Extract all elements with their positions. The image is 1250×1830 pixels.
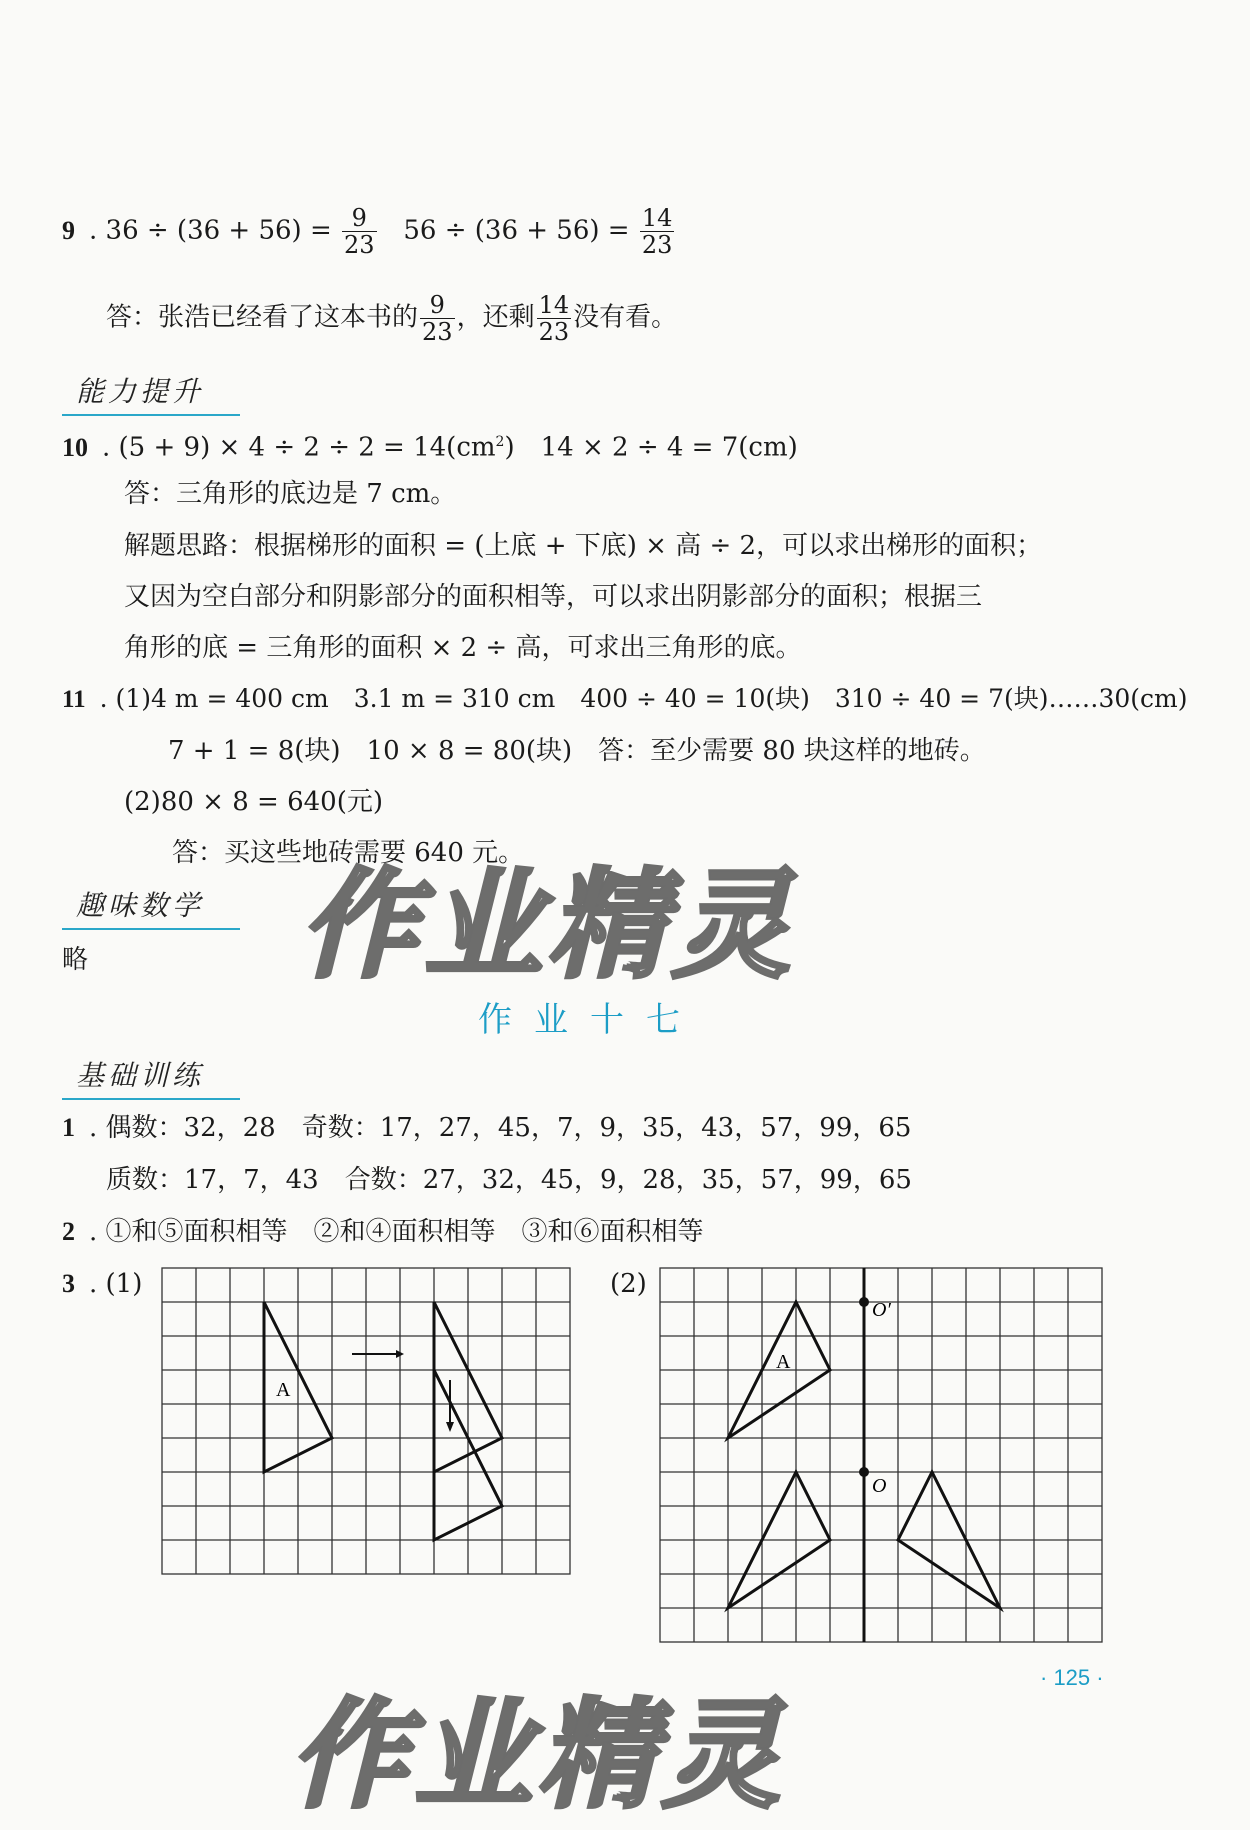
- q9-number: 9: [62, 215, 75, 245]
- label-A: A: [776, 1351, 791, 1373]
- q10-number: 10: [62, 432, 88, 462]
- q1-line2: 质数：17，7，43 合数：27，32，45，9，28，35，57，99，65: [106, 1165, 912, 1195]
- q1-line1: 1 . 偶数：32，28 奇数：17，27，45，7，9，35，43，57，99，65: [62, 1113, 912, 1143]
- label-O: O: [872, 1475, 887, 1497]
- translation-grid: [160, 1266, 580, 1586]
- section-heading-ability: 能力提升: [62, 370, 240, 416]
- q3-header: 3 . (1): [62, 1269, 143, 1299]
- label-O-prime: O′: [872, 1299, 891, 1321]
- watermark: 作业精灵: [300, 856, 797, 994]
- fraction: $\frac{9}{23}$: [344, 204, 375, 259]
- q11-number: 11: [62, 686, 86, 713]
- q3-number: 3: [62, 1269, 75, 1298]
- fraction: $\frac{9}{23}$: [422, 291, 453, 346]
- q1-number: 1: [62, 1113, 75, 1142]
- q11-line2: 7 + 1 = 8(块) 10 × 8 = 80(块) 答：至少需要 80 块这样的地砖。: [168, 736, 986, 766]
- assignment-title: 作业十七: [478, 1000, 702, 1040]
- q9-expr2: 56 ÷ (36 + 56) =: [403, 215, 630, 246]
- fraction: $\frac{14}{23}$: [641, 204, 673, 259]
- watermark: 作业精灵: [290, 1686, 787, 1824]
- rotation-grid: [658, 1266, 1118, 1656]
- section-heading-basic: 基础训练: [62, 1054, 240, 1100]
- point-O: [859, 1467, 869, 1477]
- q2-number: 2: [62, 1217, 75, 1246]
- q10-answer: 答：三角形的底边是 7 cm。: [124, 479, 457, 509]
- point-O-prime: [859, 1297, 869, 1307]
- q2-line: 2 . ①和⑤面积相等 ②和④面积相等 ③和⑥面积相等: [62, 1217, 704, 1247]
- q10-hint-line2: 又因为空白部分和阴影部分的面积相等，可以求出阴影部分的面积；根据三: [124, 582, 983, 612]
- q9-expression: 9 . 36 ÷ (36 + 56) = $\frac{9}{23}$ 56 ÷ (36 + 56) = $\frac{14}{23}$: [62, 204, 673, 259]
- q9-answer: 答：张浩已经看了这本书的 $\frac{9}{23}$ ，还剩 $\frac{14}{23}$ 没有看。: [106, 291, 678, 346]
- grid-lines: [660, 1268, 1102, 1642]
- q3-part2-label: (2): [610, 1269, 647, 1299]
- label-A: A: [276, 1379, 291, 1401]
- page-number: · 125 ·: [1040, 1665, 1104, 1690]
- q10-hint-line1: 解题思路：根据梯形的面积 = (上底 + 下底) × 高 ÷ 2，可以求出梯形的面积；: [124, 531, 1043, 561]
- fraction: $\frac{14}{23}$: [538, 291, 570, 346]
- section-heading-fun: 趣味数学: [62, 884, 240, 930]
- arrow-right-icon: [352, 1350, 404, 1358]
- q10-hint-line3: 角形的底 = 三角形的面积 × 2 ÷ 高，可求出三角形的底。: [124, 633, 802, 663]
- q11-line4: 答：买这些地砖需要 640 元。: [172, 838, 525, 868]
- q10-expression: 10 . $(5 + 9) \times 4 \div 2 \div 2 = 14(cm^2)$ 14 × 2 ÷ 4 = 7(cm): [62, 432, 798, 463]
- q11-line1: 11 . (1)4 m = 400 cm 3.1 m = 310 cm 400 ÷ 40 = 10(块) 310 ÷ 40 = 7(块)……30(cm): [62, 684, 1188, 713]
- fun-answer: 略: [62, 945, 89, 975]
- grid-lines: [162, 1268, 570, 1574]
- q11-line3: (2)80 × 8 = 640(元): [124, 787, 383, 817]
- q9-expr1: 36 ÷ (36 + 56) =: [105, 215, 332, 246]
